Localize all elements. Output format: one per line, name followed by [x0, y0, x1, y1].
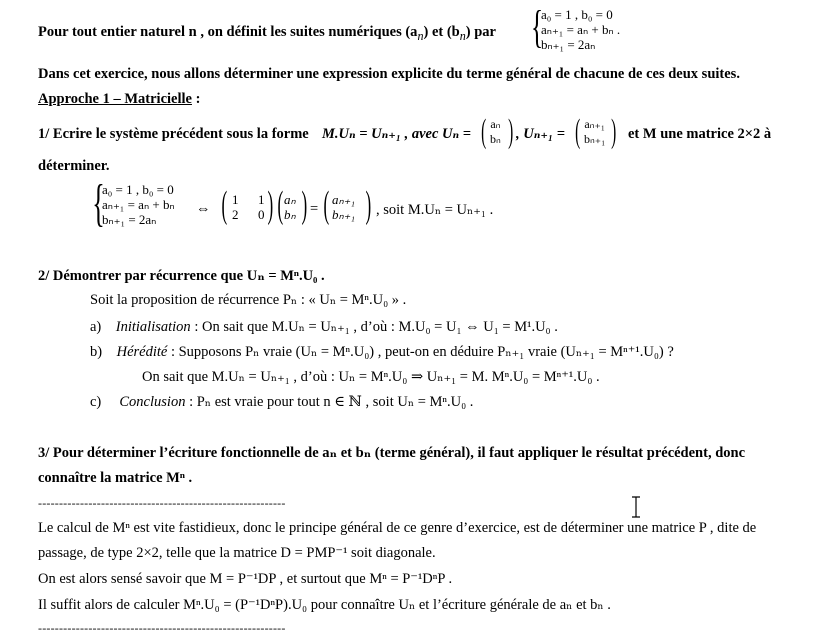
q2-c-label: c) [90, 394, 102, 410]
answer-soit: , soit M.Uₙ = Uₙ₊₁ . [376, 202, 494, 218]
q1-answer-system [102, 182, 175, 227]
matrix-m [232, 192, 265, 222]
intro-system-line-2: aₙ₊₁ = aₙ + bₙ . [541, 22, 621, 37]
seq-b-sub: n [459, 28, 466, 43]
q2-b-label: b) [90, 344, 103, 360]
q1-tail: et M une matrice 2×2 à [628, 126, 772, 142]
vec-an-lparen: ( [277, 184, 284, 226]
approach-colon: : [191, 91, 201, 107]
q3-line1: 3/ Pour déterminer l’écriture fonctionnelle de aₙ et bₙ (terme général), il faut appliquer le résultat précédent, donc [38, 445, 746, 461]
answer-eq: = [310, 201, 319, 217]
q1-answer-brace: { [92, 175, 105, 232]
q2-item-b [90, 343, 674, 361]
q2-b-line2: On sait que M.Uₙ = Uₙ₊₁ , d’où : Uₙ = Mⁿ.U₀ ⇒ Uₙ₊₁ = M. Mⁿ.U₀ = Mⁿ⁺¹.U₀ . [142, 369, 600, 385]
answer-vec-n1-b: bₙ₊₁ [332, 207, 356, 222]
seq-a-sub: n [417, 28, 424, 43]
q2-c-text: : Pₙ est vraie pour tout n ∈ ℕ , soit Uₙ = Mⁿ.U₀ . [185, 394, 474, 410]
intro-system-line-3: bₙ₊₁ = 2aₙ [541, 37, 596, 52]
q1-vec-n-b: bₙ [490, 132, 501, 146]
q1-mid: , Uₙ₊₁ = [516, 126, 565, 142]
matrix-cell-22: 0 [258, 207, 265, 222]
q3-line2: connaître la matrice Mⁿ . [38, 470, 193, 486]
q1-vec-n1-a: aₙ₊₁ [584, 117, 605, 131]
q2-b-title: Hérédité [116, 344, 168, 360]
q1-answer-system-line-3: bₙ₊₁ = 2aₙ [102, 212, 157, 227]
q1-vec-n1-rparen: ) [611, 113, 617, 150]
q1-vec-n-rparen: ) [508, 113, 514, 150]
q1-label: 1/ Ecrire le système précédent sous la forme [38, 126, 309, 142]
matrix-cell-21: 2 [232, 207, 239, 222]
matrix-cell-12: 1 [258, 192, 265, 207]
q2-a-text: : On sait que M.Uₙ = Uₙ₊₁ , d’où : M.U₀ = U₁ ⇔ U₁ = M¹.U₀ . [190, 319, 558, 335]
vec-an1-lparen: ( [323, 184, 330, 226]
q1-vec-n1-lparen: ( [575, 113, 581, 150]
intro-brace: { [530, 1, 544, 52]
q2-item-c [90, 393, 473, 411]
intro-text [38, 23, 496, 45]
matrix-rparen: ) [267, 184, 274, 226]
q1-answer-system-line-1: a₀ = 1 , b₀ = 0 [102, 182, 174, 197]
text-cursor-icon [630, 496, 642, 518]
vec-an1-rparen: ) [365, 184, 372, 226]
answer-vec-n [284, 192, 296, 222]
answer-vec-n-b: bₙ [284, 207, 296, 222]
note-line-1: Le calcul de Mⁿ est vite fastidieux, donc le principe général de ce genre d’exercice, est de déterminer une matrice P , dite de [38, 520, 757, 536]
matrix-row-2 [232, 207, 265, 222]
q2-prop: Soit la proposition de récurrence Pₙ : « Uₙ = Mⁿ.U₀ » . [90, 292, 407, 308]
q2-b-text: : Supposons Pₙ vraie (Uₙ = Mⁿ.U₀) , peut-on en déduire Pₙ₊₁ vraie (Uₙ₊₁ = Mⁿ⁺¹.U₀) ? [167, 344, 674, 360]
q1-answer-system-line-2: aₙ₊₁ = aₙ + bₙ [102, 197, 175, 212]
q1-formula: M.Uₙ = Uₙ₊₁ , avec Uₙ = [322, 126, 472, 142]
separator-top: ----------------------------------------------------------- [38, 496, 286, 510]
intro-system-line-1: a₀ = 1 , b₀ = 0 [541, 7, 613, 22]
approach-heading [38, 90, 200, 108]
intro-system [541, 7, 620, 52]
matrix-cell-11: 1 [232, 192, 239, 207]
note-line-2: passage, de type 2×2, telle que la matrice D = PMP⁻¹ soit diagonale. [38, 545, 436, 561]
intro-part-3: ) par [465, 24, 496, 40]
q1-vec-n1 [584, 117, 605, 147]
q1-vec-n-lparen: ( [481, 113, 487, 150]
matrix-lparen: ( [221, 184, 228, 226]
q1-vec-n1-b: bₙ₊₁ [584, 132, 606, 146]
vec-an-rparen: ) [301, 184, 308, 226]
q1-vec-n [490, 117, 501, 147]
goal-text: Dans cet exercice, nous allons déterminer une expression explicite du terme général de chacune de ces deux suites. [38, 66, 740, 82]
answer-vec-n-a: aₙ [284, 192, 296, 207]
note-line-3: On est alors sensé savoir que M = P⁻¹DP , et surtout que Mⁿ = P⁻¹DⁿP . [38, 571, 453, 587]
q1-cont: déterminer. [38, 158, 110, 174]
approach-title: Approche 1 – Matricielle [38, 91, 192, 107]
q2-label: 2/ Démontrer par récurrence que Uₙ = Mⁿ.U₀ . [38, 268, 325, 284]
note-line-4: Il suffit alors de calculer Mⁿ.U₀ = (P⁻¹DⁿP).U₀ pour connaître Uₙ et l’écriture générale de aₙ et bₙ . [38, 597, 611, 613]
q2-c-title: Conclusion [119, 394, 186, 410]
q1-answer-equiv: ⇔ [196, 201, 211, 217]
separator-bottom: ----------------------------------------------------------- [38, 621, 286, 635]
matrix-row-1 [232, 192, 265, 207]
intro-part-2: ) et (b [423, 24, 460, 40]
q2-a-title: Initialisation [115, 319, 191, 335]
q2-item-a [90, 318, 558, 336]
answer-vec-n1 [332, 192, 355, 222]
answer-vec-n1-a: aₙ₊₁ [332, 192, 356, 207]
q1-vec-n-a: aₙ [490, 117, 501, 131]
q2-a-label: a) [90, 319, 102, 335]
intro-part-1: Pour tout entier naturel n , on définit les suites numériques (a [38, 24, 418, 40]
